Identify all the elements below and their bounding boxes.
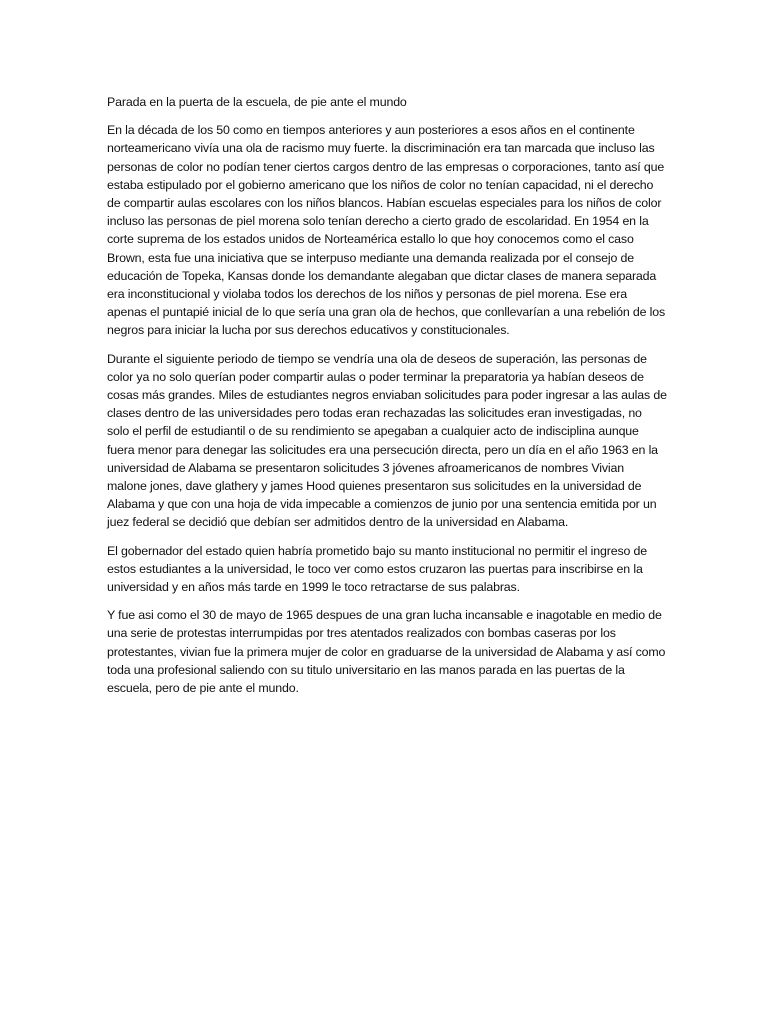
paragraph-4: Y fue asi como el 30 de mayo de 1965 despues de una gran lucha incansable e inagotable en medio de una serie de protestas interrumpidas por tres atentados realizados con bombas caseras por los protestantes, vivian fue la primera mujer de color en graduarse de la universidad de Alabama y así como toda una profesional saliendo con su titulo universitario en las manos parada en las puertas de la escuela, pero de pie ante el mundo. <box>107 608 666 696</box>
paragraph-1: En la década de los 50 como en tiempos anteriores y aun posteriores a esos años en el continente norteamericano vivía una ola de racismo muy fuerte. la discriminación era tan marcada que incluso las personas de color no podían tener ciertos cargos dentro de las empresas o corporaciones, tanto así que estaba estipulado por el gobierno americano que los niños de color no tenían capacidad, ni el derecho de compartir aulas escolares con los niños blancos. Habían escuelas especiales para los niños de color incluso las personas de piel morena solo tenían derecho a cierto grado de escolaridad. En 1954 en la corte suprema de los estados unidos de Norteamérica estallo lo que hoy conocemos como el caso Brown, esta fue una iniciativa que se interpuso mediante una demanda realizada por el consejo de educación de Topeka, Kansas donde los demandante alegaban que dictar clases de manera separada era inconstitucional y violaba todos los derechos de los niños y personas de piel morena. Ese era apenas el puntapié inicial de lo que sería una gran ola de hechos, que conllevarían a una rebelión de los negros para iniciar la lucha por sus derechos educativos y constitucionales. <box>107 123 666 338</box>
paragraph-3: El gobernador del estado quien habría prometido bajo su manto institucional no permitir el ingreso de estos estudiantes a la universidad, le toco ver como estos cruzaron las puertas para inscribirse en la universidad y en años más tarde en 1999 le toco retractarse de sus palabras. <box>107 543 648 595</box>
document-page <box>107 93 667 707</box>
paragraph-2: Durante el siguiente periodo de tiempo se vendría una ola de deseos de superación, las personas de color ya no solo querían poder compartir aulas o poder terminar la preparatoria ya habían deseos de cosas más grandes. Miles de estudiantes negros enviaban solicitudes para poder ingresar a las aulas de clases dentro de las universidades pero todas eran rechazadas las solicitudes eran investigadas, no solo el perfil de estudiantil o de su rendimiento se apegaban a cualquier acto de indisciplina aunque fuera menor para denegar las solicitudes era una persecución directa, pero un día en el año 1963 en la universidad de Alabama se presentaron solicitudes 3 jóvenes afroamericanos de nombres Vivian malone jones, dave glathery y james Hood quienes presentaron sus solicitudes en la universidad de Alabama y que con una hoja de vida impecable a comienzos de junio por una sentencia emitida por un juez federal se decidió que debían ser admitidos dentro de la universidad en Alabama. <box>107 351 667 530</box>
document-title: Parada en la puerta de la escuela, de pie ante el mundo <box>107 95 407 109</box>
